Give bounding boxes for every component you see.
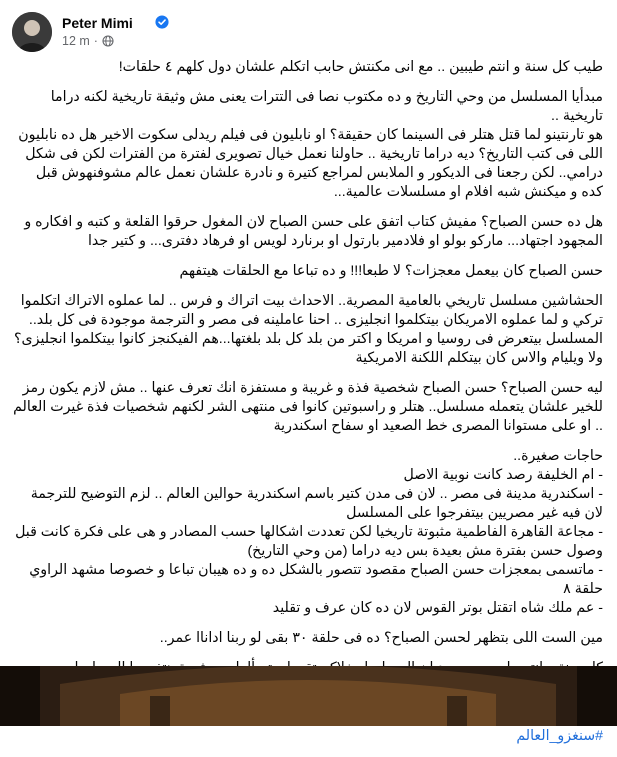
post-paragraph: مبدأيا المسلسل من وحي التاريخ و ده مكتوب نصا فى التترات يعنى مش وثيقة تاريخية لكنه دراما تاريخية .. هو تارنتينو لما قتل هتلر فى السينما كان حقيقة؟ او نابليون فى فيلم ريدلى سكوت الاخير هل ده نابليون اللى فى كتب التاريخ؟ ديه دراما تاريخية .. حاولنا نعمل خيال تصويرى لفترة من الفترات لكن فى شكل درامي.. لكن رجعنا فى الديكور و الملابس لمراجع كتيرة و نادرة علشان نعمل عالم مشوفنهوش قبل كده و ميكنش شبه افلام او مسلسلات عالمية... (18, 89, 603, 200)
globe-icon[interactable] (102, 35, 114, 47)
post-paragraph: مين الست اللى بتظهر لحسن الصباح؟ ده فى حلقة ٣٠ بقى لو ربنا اداناا عمر.. (159, 630, 603, 646)
avatar-photo (12, 12, 52, 52)
media-preview (0, 666, 617, 726)
post-meta (62, 34, 114, 48)
post-paragraph: حاجات صغيرة.. - ام الخليفة رصد كانت نوبية الاصل - اسكندرية مدينة فى مصر .. لان فى مدن كتير باسم اسكندرية حوالين العالم .. لزم التوضيح للترجمة لان فيه غير مصريين بيتفرجوا على المسلسل - مجاعة القاهرة الفاطمية مثبوتة تاريخيا لكن تعددت اشكالها حسب المصادر و هى على فكرة كانت قبل وصول حسن بفترة مش بعيدة بس ديه دراما (من وحي التاريخ) - ماتسمى بمعجزات حسن الصباح مقصود تتصور بالشكل ده و ده هيبان تباعا و خصوصا مشهد الراوي حلقة ٨ - عم ملك شاه اتقتل بوتر القوس لان ده كان عرف و تقليد (15, 448, 603, 616)
hashtag-link[interactable]: #سنغزو_العالم (516, 728, 603, 744)
post-paragraph: الحشاشين مسلسل تاريخي بالعامية المصرية.. الاحداث بيت اتراك و فرس .. لما عملوه الاتراك اتكلموا تركي و لما عملوه الامريكان بيتكلموا انجليزى .. احنا عاملينه فى مصر و الترجمة موجودة فى كل بلد.. المسلسل بيتعرض فى روسيا و امريكا و اكتر من بلد كل بلد بلغتها...هم الفيكنجز كانوا بيتكلموا انجليزى؟ ولا ويليام والاس كان بيتكلم اللكنة الامريكية (13, 293, 603, 366)
post-text (12, 58, 603, 757)
post-header (12, 12, 602, 54)
post-time[interactable]: 12 m (62, 34, 90, 48)
post-paragraph: طيب كل سنة و انتم طيبين .. مع انى مكنتش حابب اتكلم علشان دول كلهم ٤ حلقات! (118, 59, 603, 75)
verified-badge-icon (155, 15, 169, 29)
meta-separator: · (93, 34, 98, 48)
post-paragraph: هل ده حسن الصباح؟ مفيش كتاب اتفق على حسن الصباح لان المغول حرقوا القلعة و كتبه و افكاره و المجهود اجتهاد... ماركو بولو او فلادمير بارتول او برنارد لويس او فرهاد دفترى... و كتير جدا (24, 214, 603, 249)
author-name[interactable]: Peter Mimi (62, 15, 133, 31)
author-avatar[interactable] (12, 12, 52, 52)
post-paragraph: ليه حسن الصباح؟ حسن الصباح شخصية فذة و غريبة و مستفزة انك تعرف عنها .. مش لازم يكون رمز للخير علشان يتعمله مسلسل.. هتلر و راسبوتين كانوا فى منتهى الشر لكنهم شخصيات فذة غيرت العالم .. او على مستوانا المصرى خط الصعيد او سفاح اسكندرية (13, 380, 603, 434)
post-media-image[interactable] (0, 666, 617, 726)
post-paragraph: حسن الصباح كان بيعمل معجزات؟ لا طبعا!!! و ده تباعا مع الحلقات هيتفهم (179, 263, 603, 279)
